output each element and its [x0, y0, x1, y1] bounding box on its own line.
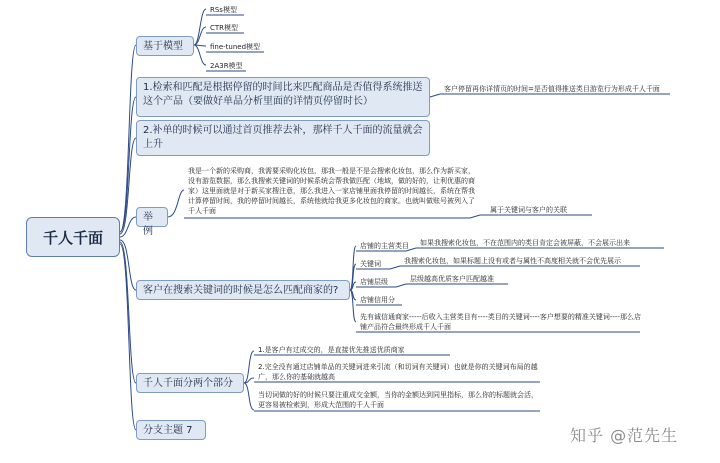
branch-supplement-orders[interactable]: 2.补单的时候可以通过首页推荐去补，那样千人千面的流量就会上升: [136, 120, 430, 156]
two-parts-item-2: 2.完全没有通过店铺单品的关键词进来引流（和切词有关键词）也就是你的关键词布局的越广，那么你的基础就越高: [258, 363, 538, 381]
match-store-level: 店铺层级: [360, 278, 388, 286]
branch-2-note: 客户停留再你详情页的时间=是否值得推送类目游览行为形成千人千面: [444, 85, 660, 93]
watermark: 知乎 @范先生: [570, 426, 679, 445]
branch-keyword-matching[interactable]: 客户在搜索关键词的时候是怎么匹配商家的?: [136, 280, 350, 300]
branch-two-parts[interactable]: 千人千面分两个部分: [136, 373, 244, 393]
model-rss: RSs模型: [210, 6, 237, 14]
root-topic[interactable]: 千人千面: [26, 217, 120, 257]
model-ctr: CTR模型: [210, 24, 239, 32]
match-main-category-desc: 如果我搜索化妆包，不在范围内的类目肯定会被屏蔽，不会展示出来: [420, 239, 630, 247]
branch-model-based[interactable]: 基于模型: [136, 36, 194, 56]
example-note: 属于关键词与客户的关联: [490, 206, 567, 214]
match-summary: 先有诚信通商家-----后收入主营类目有----类目的关键词----客户想要的精准关键词----那么店铺产品符合最终形成千人千面: [360, 313, 641, 331]
two-parts-item-1: 1.是客户有过成交的，是直接优先推送优质商家: [258, 346, 405, 354]
branch-retrieval-matching[interactable]: 1.检索和匹配是根据停留的时间比来匹配商品是否值得系统推送这个产品（要做好单品分析里面的详情页停留时长）: [136, 77, 430, 117]
match-credit-score: 店铺信用分: [360, 296, 395, 304]
match-main-category: 店铺的主营类目: [360, 242, 409, 250]
match-store-level-desc: 层级越高优质客户匹配越准: [410, 275, 494, 283]
branch-example[interactable]: 举例: [136, 207, 168, 227]
branch-topic-7[interactable]: 分支主题 7: [136, 420, 206, 440]
two-parts-item-3: 当切词做的好的时候只要注重成交金额，当你的金额达到同里指标，那么你的标题就会活，更容易被检索到，形成大范围的千人千面: [258, 391, 538, 409]
match-keyword: 关键词: [360, 260, 381, 268]
match-keyword-desc: 我搜索化妆包，如果标题上没有或者与属性不高度相关就不会优先展示: [404, 257, 621, 265]
example-paragraph: 我是一个新的采购商，我需要采购化妆包，那我一般是不是会搜索化妆包，那么作为新买家，没有游览数据，那么我搜索关键词的时候系统会帮我做匹配（地域，做的好的，让利优惠的商家）这里面就是对于新买家搜注意，那么我进入一家店铺里面我停留的时间越长，系统在帮我计算停留时间，我的停留时间越长，系统他就给我更多化妆包的商家。也就叫做账号被列入了千人千面: [188, 167, 475, 215]
model-2a3r: 2A3R模型: [210, 62, 243, 70]
model-fine-tuned: fine-tuned模型: [210, 43, 261, 51]
